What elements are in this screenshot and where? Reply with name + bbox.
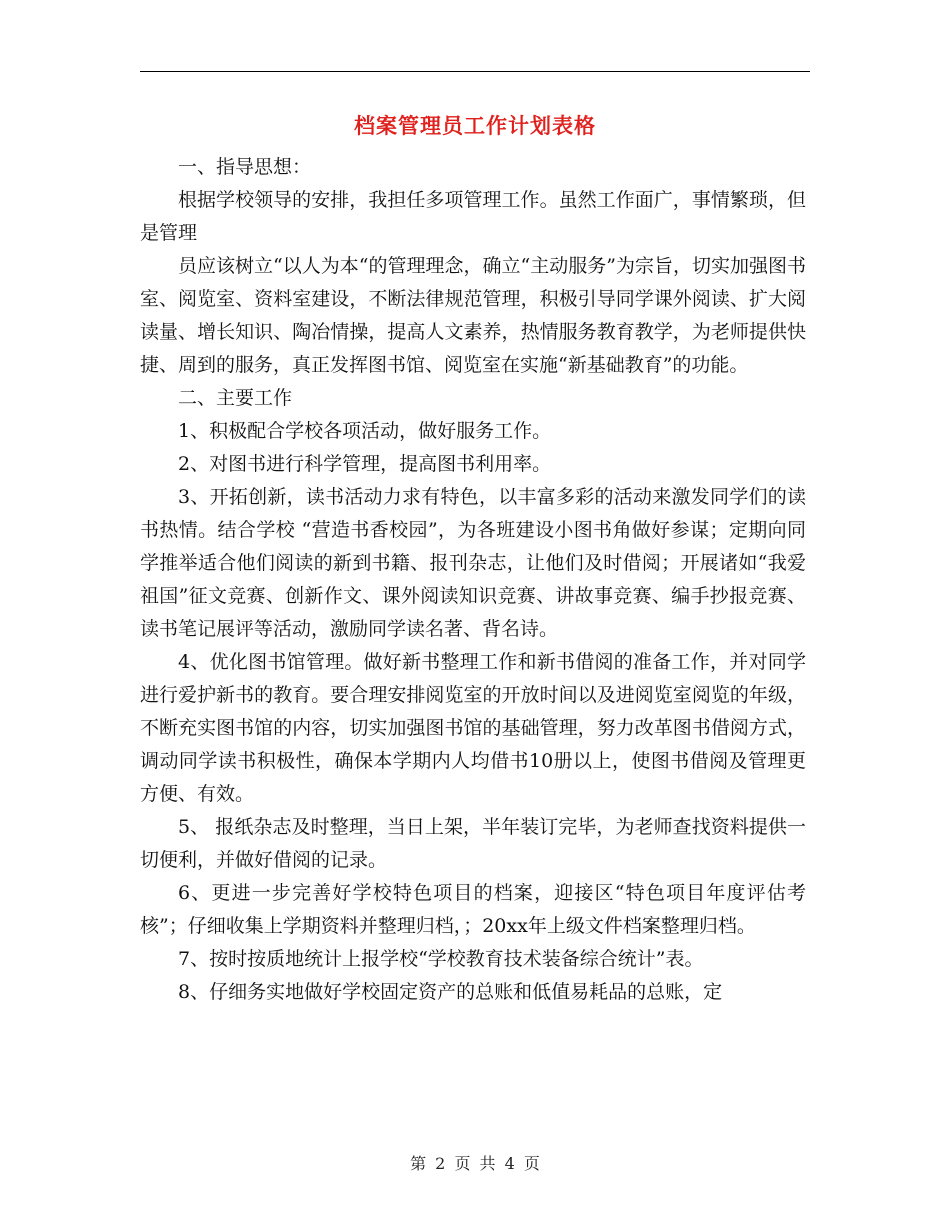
paragraph-item-5: 5、 报纸杂志及时整理，当日上架，半年装订完毕，为老师查找资料提供一切便利，并做好借阅的记录。	[140, 816, 806, 871]
paragraph-item-1: 1、积极配合学校各项活动，做好服务工作。	[178, 420, 552, 442]
paragraph-main-heading: 二、主要工作	[178, 387, 293, 409]
paragraph-item-7: 7、按时按质地统计上报学校“学校教育技术装备综合统计”表。	[178, 948, 704, 970]
paragraph-item-3: 3、开拓创新，读书活动力求有特色，以丰富多彩的活动来激发同学们的读书热情。结合学校 “营造书香校园”，为各班建设小图书角做好参谋；定期向同学推举适合他们阅读的新到书籍、报刊杂志，让他们及时借阅；开展诸如“我爱祖国”征文竞赛、创新作文、课外阅读知识竞赛、讲故事竞赛、编手抄报竞赛、读书笔记展评等活动，激励同学读名著、背名诗。	[140, 486, 806, 640]
document-body	[140, 151, 806, 1009]
paragraph-item-6: 6、更进一步完善好学校特色项目的档案，迎接区“特色项目年度评估考核”；仔细收集上学期资料并整理归档，；20xx年上级文件档案整理归档。	[140, 882, 806, 937]
page-number: 第 2 页 共 4 页	[410, 1154, 540, 1173]
paragraph-guiding-heading: 一、指导思想：	[178, 156, 312, 178]
header-rule	[140, 71, 810, 72]
document-title: 档案管理员工作计划表格	[354, 113, 596, 138]
paragraph-item-4: 4、优化图书馆管理。做好新书整理工作和新书借阅的准备工作，并对同学进行爱护新书的教育。要合理安排阅览室的开放时间以及进阅览室阅览的年级，不断充实图书馆的内容，切实加强图书馆的基础管理，努力改革图书借阅方式，调动同学读书积极性，确保本学期内人均借书10册以上，使图书借阅及管理更方便、有效。	[140, 651, 806, 805]
paragraph-guiding-1: 根据学校领导的安排，我担任多项管理工作。虽然工作面广，事情繁琐，但是管理	[140, 189, 806, 244]
paragraph-guiding-2: 员应该树立“以人为本“的管理理念，确立“主动服务”为宗旨，切实加强图书室、阅览室、资料室建设，不断法律规范管理，积极引导同学课外阅读、扩大阅读量、增长知识、陶冶情操，提高人文素养，热情服务教育教学，为老师提供快捷、周到的服务，真正发挥图书馆、阅览室在实施“新基础教育”的功能。	[140, 255, 806, 376]
paragraph-item-2: 2、对图书进行科学管理，提高图书利用率。	[178, 453, 552, 475]
paragraph-item-8: 8、仔细务实地做好学校固定资产的总账和低值易耗品的总账，定	[178, 981, 723, 1003]
